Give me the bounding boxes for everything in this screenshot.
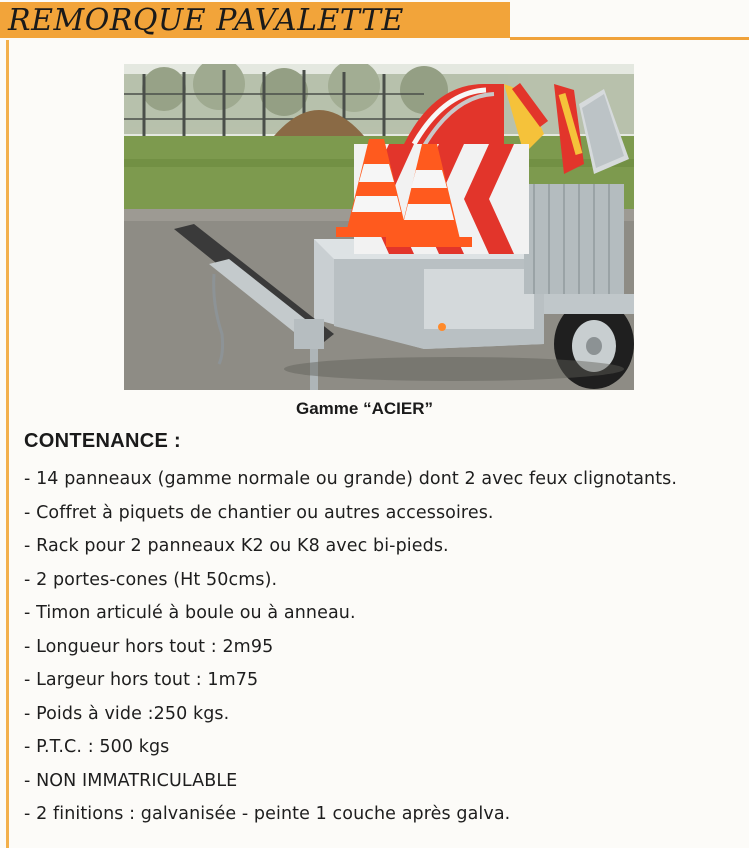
list-item: - Poids à vide :250 kgs.: [24, 703, 230, 724]
trailer-photo-illustration: [124, 64, 634, 390]
list-item: - Longueur hors tout : 2m95: [24, 636, 274, 657]
title-underline: [510, 37, 749, 40]
list-item: - P.T.C. : 500 kgs: [24, 737, 170, 757]
feature-list: [24, 463, 677, 832]
list-item: - NON IMMATRICULABLE: [24, 770, 238, 791]
title-banner: [0, 2, 510, 38]
trailer-photo: [124, 64, 634, 390]
list-item: - Rack pour 2 panneaux K2 ou K8 avec bi-pieds.: [24, 536, 449, 556]
list-item: - 2 portes-cones (Ht 50cms).: [24, 569, 278, 590]
list-item: - 2 finitions : galvanisée - peinte 1 couche après galva.: [24, 804, 511, 824]
left-margin-rule: [6, 40, 9, 848]
page-title: REMORQUE PAVALETTE: [8, 3, 404, 38]
list-item: - Coffret à piquets de chantier ou autres accessoires.: [24, 502, 494, 523]
list-item: - 14 panneaux (gamme normale ou grande) dont 2 avec feux clignotants.: [24, 469, 678, 489]
photo-caption: Gamme “ACIER”: [296, 399, 433, 418]
section-heading: CONTENANCE :: [24, 430, 181, 452]
list-item: - Timon articulé à boule ou à anneau.: [24, 603, 356, 623]
list-item: - Largeur hors tout : 1m75: [24, 670, 259, 690]
